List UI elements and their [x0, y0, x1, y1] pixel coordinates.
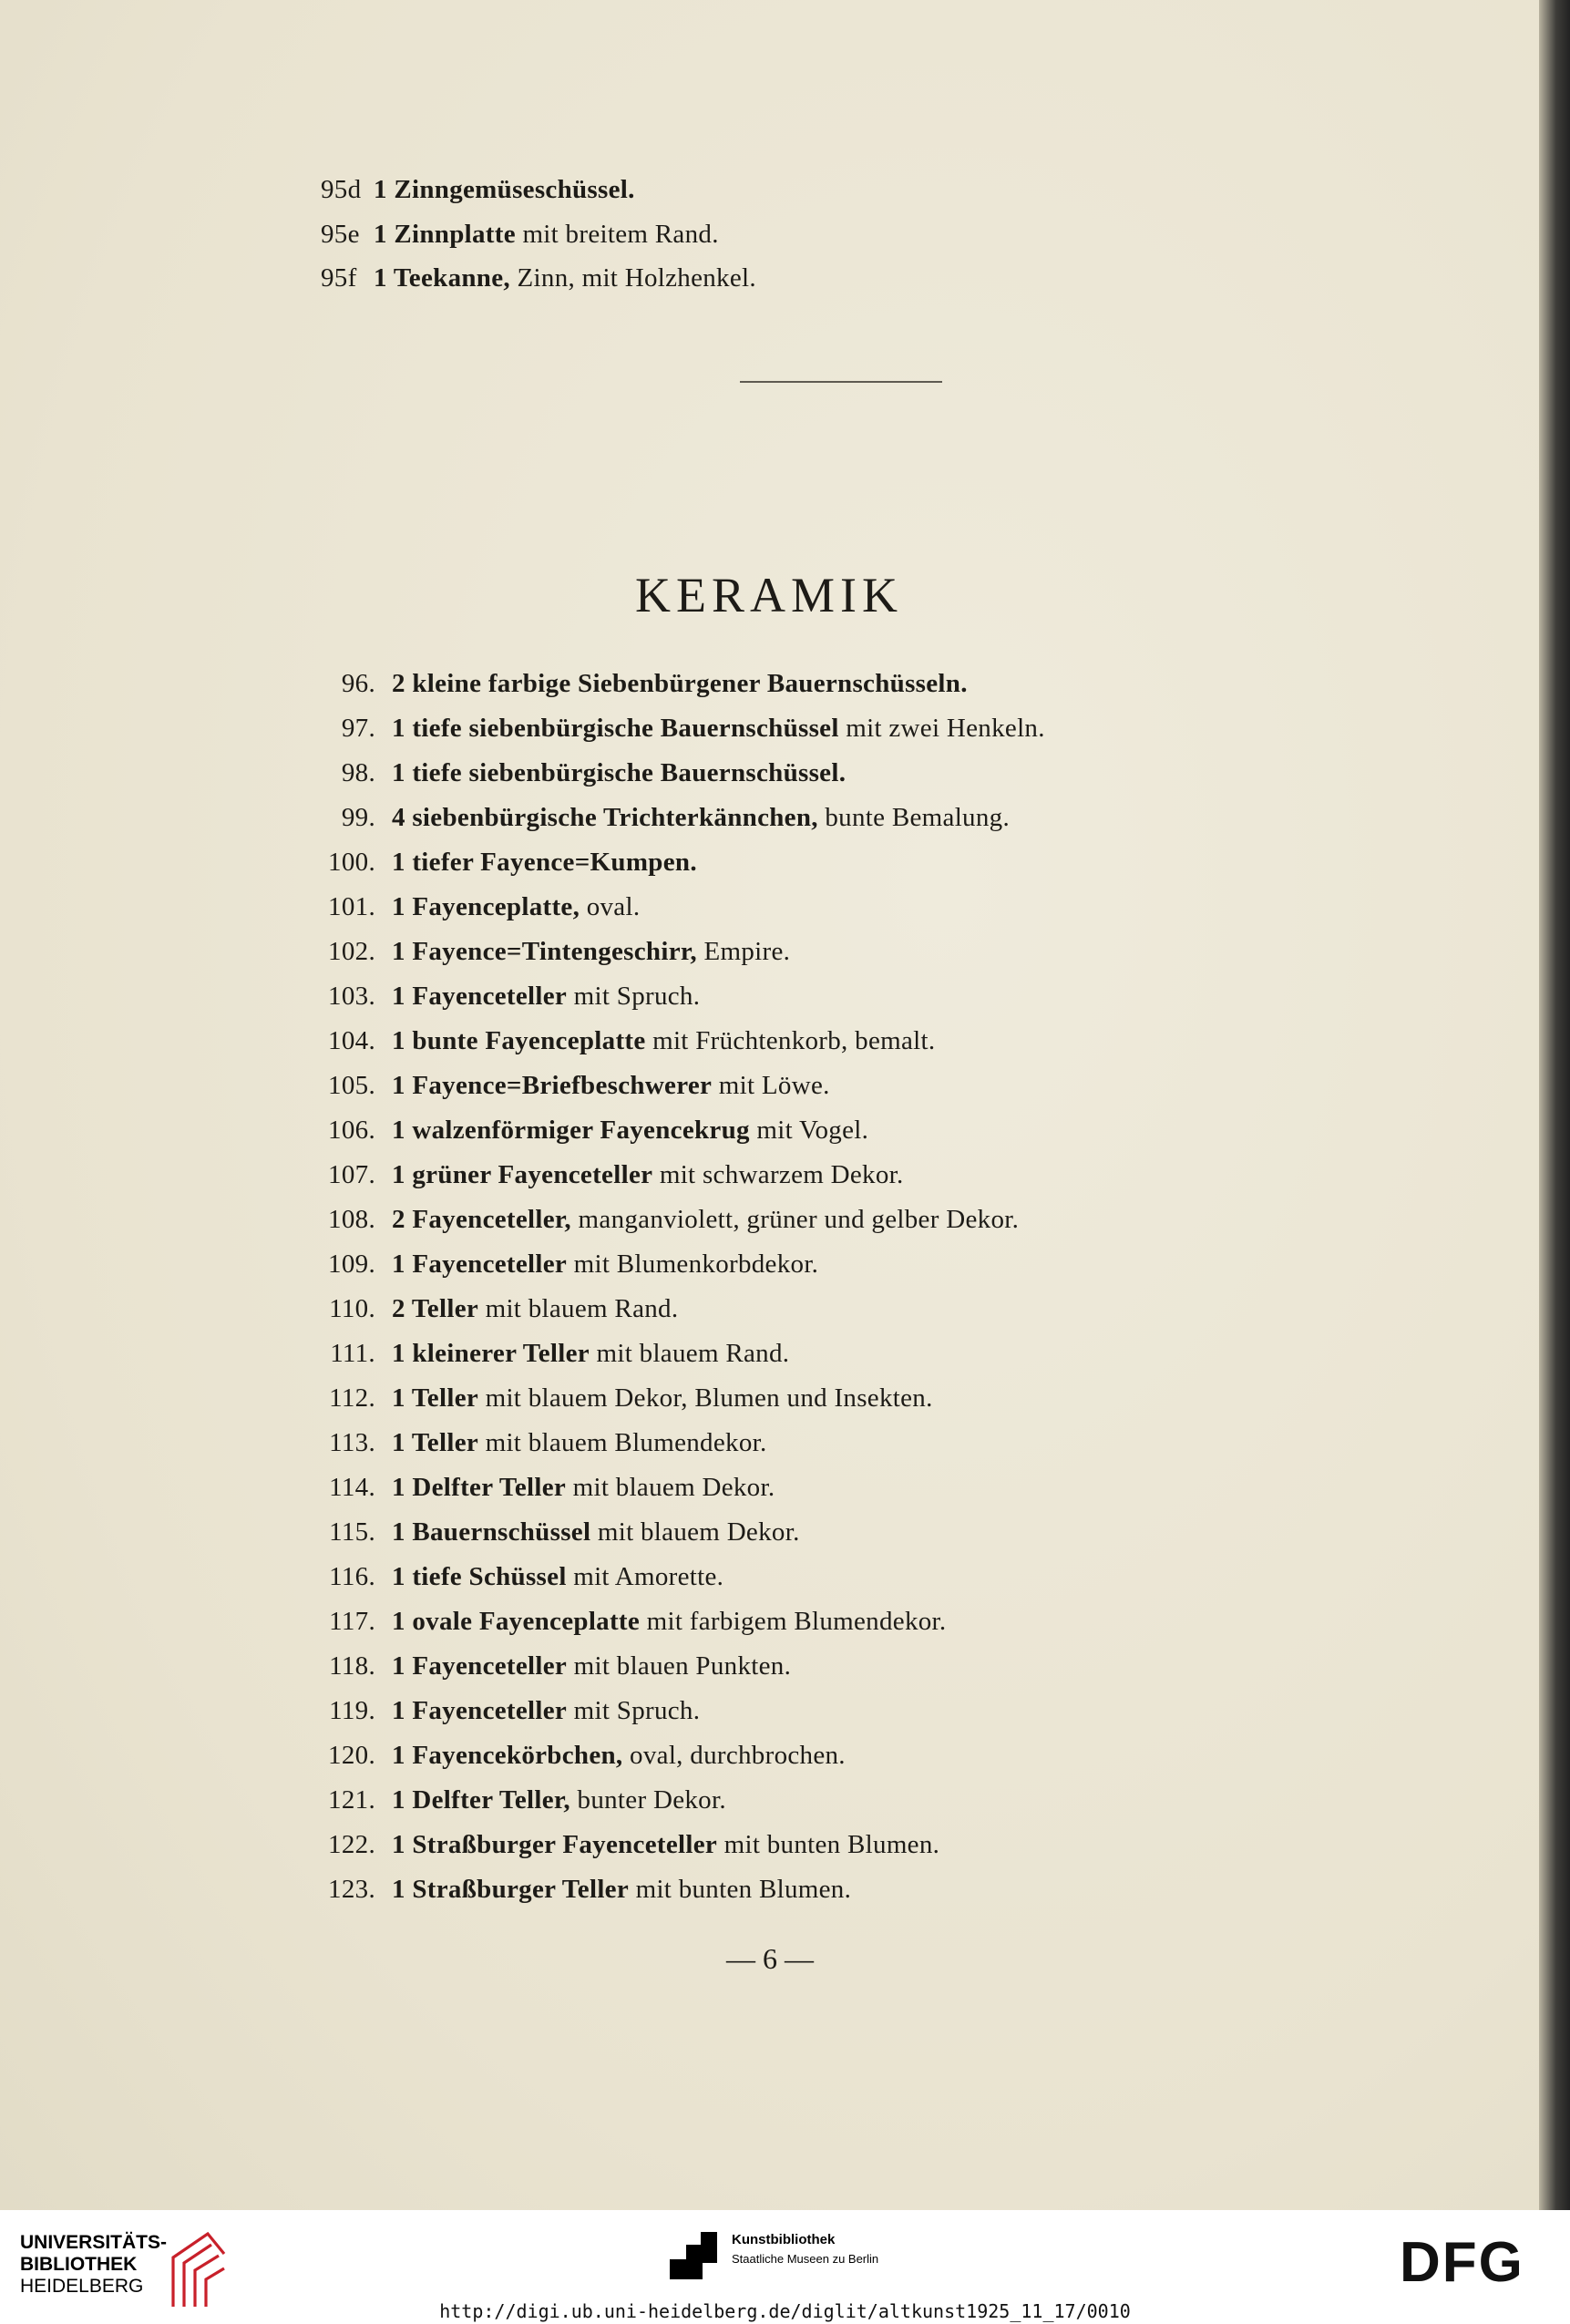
entry-number: 102.	[328, 937, 375, 966]
entry-description: mit Spruch.	[567, 1696, 701, 1725]
entry-description: mit Amorette.	[566, 1562, 724, 1591]
entry-item: 1 kleinerer Teller	[392, 1339, 590, 1368]
catalog-entry	[321, 1428, 767, 1458]
entry-item: 1 Fayenceplatte,	[392, 892, 580, 921]
entry-number: 105.	[328, 1071, 375, 1100]
entry-item: 1 Zinnplatte	[374, 219, 516, 249]
entry-number: 97.	[341, 714, 375, 743]
catalog-entry	[321, 1160, 904, 1190]
ub-line-3: HEIDELBERG	[20, 2276, 144, 2297]
entry-number: 122.	[328, 1830, 375, 1859]
catalog-entry	[321, 263, 756, 293]
entry-description: mit Vogel.	[749, 1116, 869, 1145]
entry-number: 111.	[330, 1339, 375, 1368]
section-title: KERAMIK	[635, 568, 903, 622]
entry-number: 106.	[328, 1116, 375, 1145]
entry-item: 1 Teller	[392, 1383, 479, 1413]
catalog-entry	[321, 982, 700, 1012]
entry-number: 95d	[321, 175, 362, 204]
entry-number: 119.	[329, 1696, 375, 1725]
kunstbibliothek-icon	[670, 2232, 717, 2279]
entry-item: 1 tiefe siebenbürgische Bauernschüssel	[392, 714, 839, 743]
catalog-entry	[321, 1696, 700, 1726]
entry-description: mit blauem Blumendekor.	[478, 1428, 767, 1457]
section-divider	[740, 381, 942, 383]
entry-number: 112.	[329, 1383, 375, 1413]
catalog-entry	[321, 1383, 933, 1414]
entry-description: mit Blumenkorbdekor.	[567, 1249, 819, 1279]
entry-item: 1 Fayenceteller	[392, 1651, 568, 1681]
catalog-entry	[321, 1875, 851, 1905]
permalink-url[interactable]: http://digi.ub.uni-heidelberg.de/diglit/altkunst1925_11_17/0010	[439, 2300, 1131, 2322]
entry-description: oval, durchbrochen.	[622, 1741, 846, 1770]
entry-item: 1 Fayencekörbchen,	[392, 1741, 623, 1770]
catalog-entry	[321, 1071, 830, 1101]
catalog-entry	[321, 1473, 775, 1503]
entry-number: 101.	[328, 892, 375, 921]
entry-description: mit schwarzem Dekor.	[652, 1160, 904, 1189]
entry-description: mit blauem Rand.	[589, 1339, 790, 1368]
entry-number: 116.	[329, 1562, 375, 1591]
entry-number: 96.	[341, 669, 375, 698]
catalog-entry	[321, 1607, 946, 1637]
entry-description: mit Früchtenkorb, bemalt.	[645, 1026, 936, 1055]
entry-item: 1 Fayence=Tintengeschirr,	[392, 937, 697, 966]
entry-description: mit bunten Blumen.	[717, 1830, 940, 1859]
catalog-entry	[321, 1249, 818, 1280]
dfg-logo[interactable]	[1400, 2236, 1545, 2287]
catalog-entry	[321, 1830, 939, 1860]
entry-number: 120.	[328, 1741, 375, 1770]
entry-description: mit farbigem Blumendekor.	[640, 1607, 947, 1636]
catalog-entry	[321, 1741, 846, 1771]
entry-description: mit breitem Rand.	[515, 219, 719, 249]
entry-item: 1 bunte Fayenceplatte	[392, 1026, 646, 1055]
catalog-entry	[321, 1785, 726, 1815]
entry-description: mit blauen Punkten.	[567, 1651, 792, 1681]
catalog-entry	[321, 175, 635, 205]
catalog-entry	[321, 1205, 1019, 1235]
entry-description: mit blauem Dekor.	[566, 1473, 775, 1502]
entry-number: 104.	[328, 1026, 375, 1055]
ub-mark-icon	[155, 2226, 237, 2310]
entry-item: 1 Fayenceteller	[392, 982, 568, 1011]
footer-bar	[0, 2210, 1570, 2324]
entry-number: 113.	[329, 1428, 375, 1457]
catalog-entry	[321, 1026, 935, 1056]
entry-item: 2 Fayenceteller,	[392, 1205, 571, 1234]
dfg-logo-text: DFG	[1400, 2236, 1524, 2287]
catalog-entry	[321, 1517, 800, 1548]
entry-description: mit blauem Rand.	[478, 1294, 679, 1323]
catalog-entry	[321, 1116, 868, 1146]
ub-line-2: BIBLIOTHEK	[20, 2254, 138, 2275]
entry-item: 1 Teller	[392, 1428, 479, 1457]
entry-number: 117.	[329, 1607, 375, 1636]
entry-item: 1 Straßburger Fayenceteller	[392, 1830, 718, 1859]
entry-number: 98.	[341, 758, 375, 787]
entry-number: 103.	[328, 982, 375, 1011]
entry-item: 1 tiefe Schüssel	[392, 1562, 567, 1591]
entry-description: manganviolett, grüner und gelber Dekor.	[570, 1205, 1020, 1234]
entry-description: mit blauem Dekor.	[590, 1517, 800, 1547]
ub-line-1: UNIVERSITÄTS-	[20, 2232, 168, 2253]
kunstbibliothek-logo[interactable]	[670, 2230, 961, 2285]
entry-number: 109.	[328, 1249, 375, 1279]
entry-description: mit blauem Dekor, Blumen und Insekten.	[478, 1383, 933, 1413]
entry-item: 1 Delfter Teller,	[392, 1785, 570, 1815]
entry-item: 1 walzenförmiger Fayencekrug	[392, 1116, 750, 1145]
entry-number: 99.	[341, 803, 375, 832]
catalog-entry	[321, 220, 719, 250]
catalog-entry	[321, 669, 968, 699]
kb-line-1: Kunstbibliothek	[732, 2232, 836, 2247]
entry-number: 95f	[321, 263, 357, 293]
entry-item: 1 Straßburger Teller	[392, 1875, 630, 1904]
catalog-entry	[321, 848, 697, 878]
entry-item: 1 grüner Fayenceteller	[392, 1160, 653, 1189]
entry-item: 1 Fayence=Briefbeschwerer	[392, 1071, 713, 1100]
entry-item: 1 Fayenceteller	[392, 1249, 568, 1279]
entry-item: 1 ovale Fayenceplatte	[392, 1607, 641, 1636]
entry-number: 110.	[329, 1294, 375, 1323]
catalog-entry	[321, 1339, 789, 1369]
entry-description: mit Löwe.	[712, 1071, 830, 1100]
catalog-entry	[321, 892, 640, 922]
entry-number: 114.	[329, 1473, 375, 1502]
catalog-entry	[321, 1651, 791, 1681]
entry-description: mit bunten Blumen.	[629, 1875, 852, 1904]
catalog-entry	[321, 937, 790, 967]
entry-number: 100.	[328, 848, 375, 877]
entry-item: 4 siebenbürgische Trichterkännchen,	[392, 803, 818, 832]
entry-item: 1 Bauernschüssel	[392, 1517, 591, 1547]
entry-item: 1 Zinngemüseschüssel.	[374, 175, 635, 204]
entry-number: 108.	[328, 1205, 375, 1234]
catalog-entry	[321, 1562, 723, 1592]
entry-item: 2 Teller	[392, 1294, 479, 1323]
catalog-entry	[321, 714, 1045, 744]
entry-description: mit Spruch.	[567, 982, 701, 1011]
entry-item: 1 Teekanne,	[374, 263, 510, 293]
entry-item: 1 tiefer Fayence=Kumpen.	[392, 848, 697, 877]
entry-number: 95e	[321, 219, 360, 249]
entry-description: oval.	[580, 892, 641, 921]
entry-item: 2 kleine farbige Siebenbürgener Bauernschüsseln.	[392, 669, 968, 698]
entry-number: 115.	[329, 1517, 375, 1547]
entry-number: 123.	[328, 1875, 375, 1904]
entry-number: 121.	[328, 1785, 375, 1815]
catalog-entry	[321, 758, 846, 788]
entry-description: bunte Bemalung.	[817, 803, 1011, 832]
entry-item: 1 Fayenceteller	[392, 1696, 568, 1725]
page-number: — 6 —	[726, 1942, 814, 1975]
catalog-entry	[321, 803, 1010, 833]
kb-line-2: Staatliche Museen zu Berlin	[732, 2252, 879, 2266]
entry-description: mit zwei Henkeln.	[838, 714, 1045, 743]
entry-item: 1 Delfter Teller	[392, 1473, 567, 1502]
book-spine-shadow	[1539, 0, 1570, 2210]
entry-description: Zinn, mit Holzhenkel.	[509, 263, 756, 293]
catalog-entry	[321, 1294, 678, 1324]
entry-item: 1 tiefe siebenbürgische Bauernschüssel.	[392, 758, 847, 787]
entry-description: bunter Dekor.	[570, 1785, 726, 1815]
entry-number: 107.	[328, 1160, 375, 1189]
entry-number: 118.	[329, 1651, 375, 1681]
entry-description: Empire.	[696, 937, 791, 966]
